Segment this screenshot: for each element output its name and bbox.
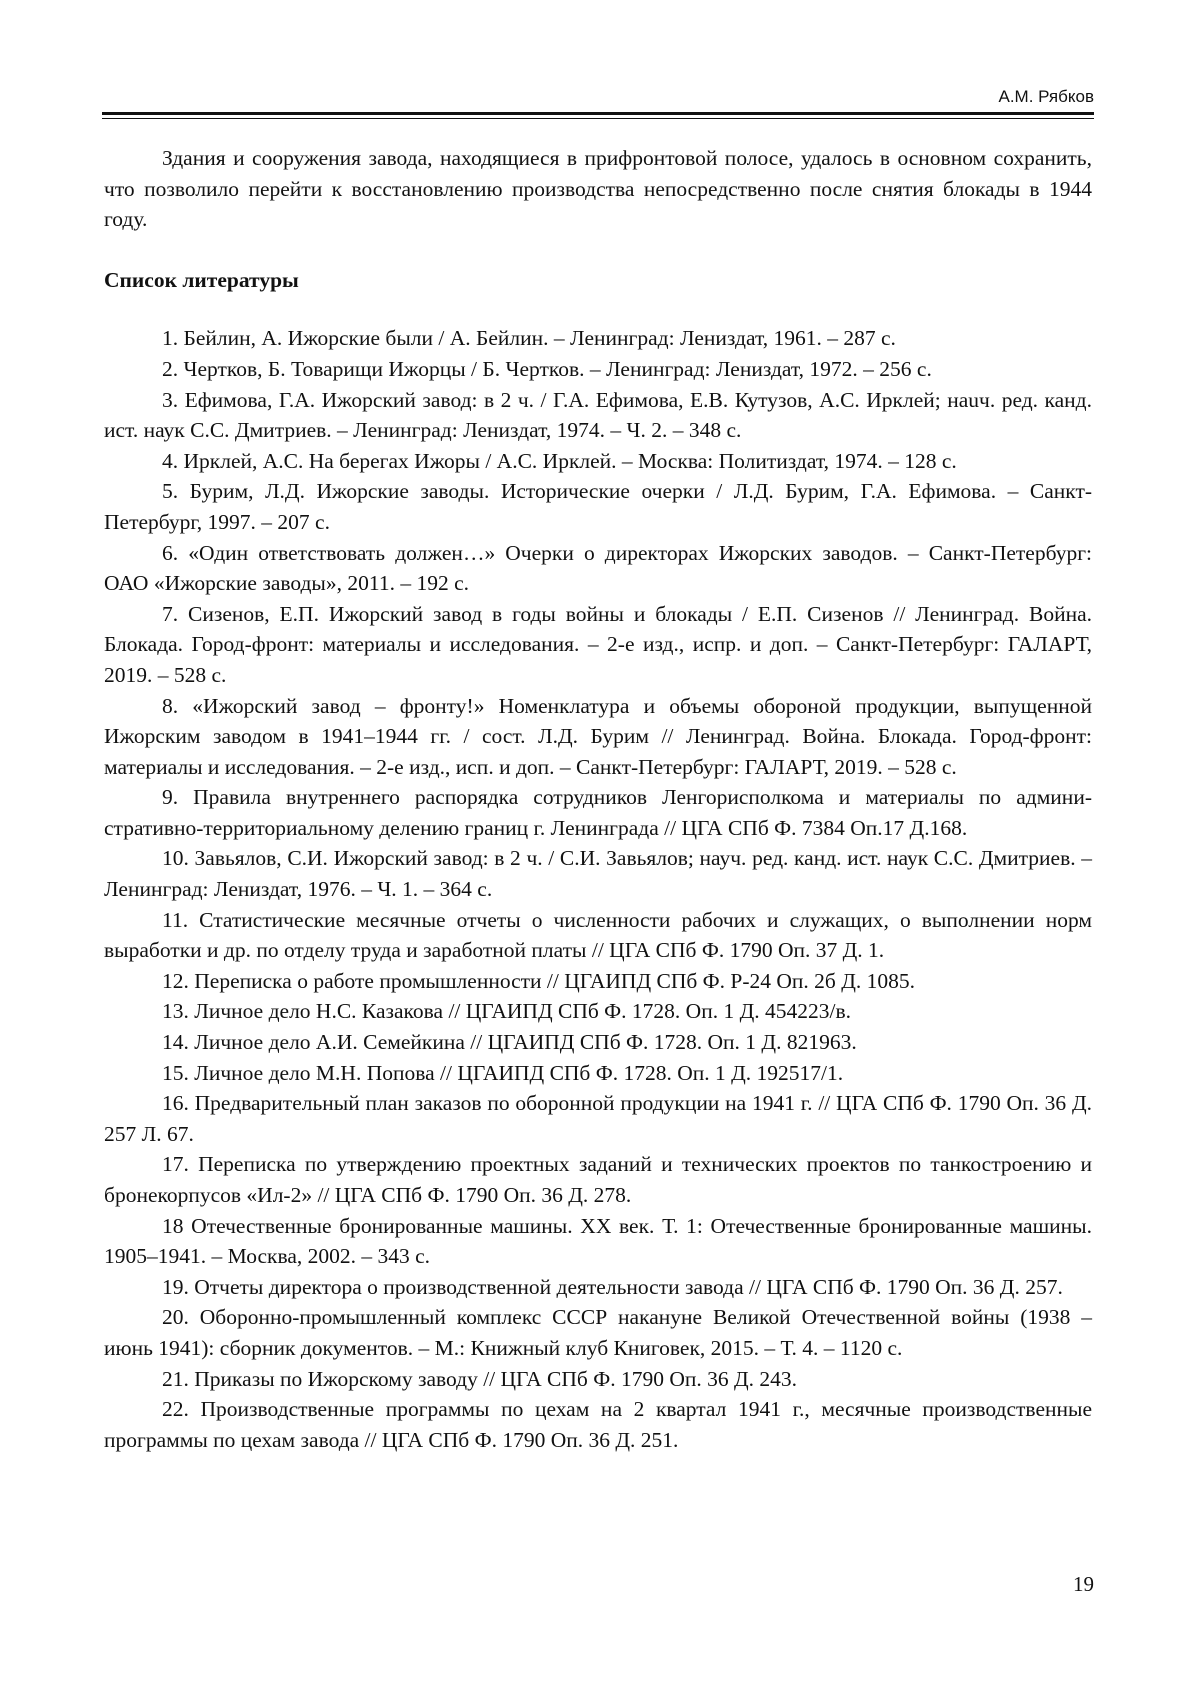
reference-item-18: 18 Отечественные бронированные машины. XX век. Т. 1: Отечественные бронированные машины. 1905–1941. – Москва, 2002. – 343 с. bbox=[104, 1213, 1092, 1269]
page-number: 19 bbox=[1073, 1572, 1094, 1596]
reference-item-9: 9. Правила внутреннего распорядка сотрудников Ленгорисполкома и материалы по административно-территориальному делению границ г. Ленинграда // ЦГА СПб Ф. 7384 Оп.17 Д.168. bbox=[104, 785, 1092, 840]
reference-item-21: 21. Приказы по Ижорскому заводу // ЦГА СПб Ф. 1790 Оп. 36 Д. 243. bbox=[162, 1366, 798, 1391]
running-header-author: А.М. Рябков bbox=[998, 87, 1094, 106]
reference-item-3: 3. Ефимова, Г.А. Ижорский завод: в 2 ч. / Г.А. Ефимова, Е.В. Кутузов, А.С. Ирклей; наuч. ред. канд. ист. наук С.С. Дмитриев. – Ленинград: Лениздат, 1974. – Ч. 2. – 348 с. bbox=[104, 387, 1092, 443]
header-rule-thick bbox=[102, 112, 1094, 115]
reference-item-15: 15. Личное дело М.Н. Попова // ЦГАИПД СПб Ф. 1728. Оп. 1 Д. 192517/1. bbox=[162, 1060, 844, 1085]
reference-item-5: 5. Бурим, Л.Д. Ижорские заводы. Исторические очерки / Л.Д. Бурим, Г.А. Ефимова. – Санкт-Петербург, 1997. – 207 с. bbox=[104, 479, 1092, 534]
reference-item-20: 20. Оборонно-промышленный комплекс СССР накануне Великой Отечественной войны (1938 – июнь 1941): сборник документов. – М.: Книжный клуб Книговек, 2015. – Т. 4. – 1120 с. bbox=[104, 1305, 1092, 1360]
references-list bbox=[104, 323, 1092, 1455]
reference-item-12: 12. Переписка о работе промышленности // ЦГАИПД СПб Ф. Р-24 Оп. 2б Д. 1085. bbox=[162, 968, 916, 993]
reference-item-19: 19. Отчеты директора о производственной деятельности завода // ЦГА СПб Ф. 1790 Оп. 36 Д. 257. bbox=[162, 1274, 1063, 1299]
header-rule-thin bbox=[102, 118, 1094, 119]
reference-item-16: 16. Предварительный план заказов по оборонной продукции на 1941 г. // ЦГА СПб Ф. 1790 Оп. 36 Д. 257 Л. 67. bbox=[104, 1091, 1092, 1146]
reference-item-10: 10. Завьялов, С.И. Ижорский завод: в 2 ч. / С.И. Завьялов; науч. ред. канд. ист. наук С.С. Дмитриев. – Ленинград: Лениздат, 1976. – Ч. 1. – 364 с. bbox=[104, 846, 1092, 902]
intro-paragraph: Здания и сооружения завода, находящиеся в прифронтовой полосе, удалось в основном сохранить, что позволило перейти к восстановлению производства непосредственно после снятия блокады в 1944 году. bbox=[104, 146, 1092, 232]
reference-item-8: 8. «Ижорский завод – фронту!» Номенклатура и объемы обороной продукции, выпущенной Ижорским заводом в 1941–1944 гг. / сост. Л.Д. Бурим // Ленинград. Война. Блокада. Город-фронт: материалы и исследования. – 2-е изд., исп. и доп. – Санкт-Петербург: ГАЛАРТ, 2019. – 528 с. bbox=[104, 693, 1092, 779]
reference-item-14: 14. Личное дело А.И. Семейкина // ЦГАИПД СПб Ф. 1728. Оп. 1 Д. 821963. bbox=[162, 1030, 857, 1055]
reference-item-2: 2. Чертков, Б. Товарищи Ижорцы / Б. Чертков. – Ленинград: Лениздат, 1972. – 256 с. bbox=[162, 356, 932, 381]
reference-item-7: 7. Сизенов, Е.П. Ижорский завод в годы войны и блокады / Е.П. Сизенов // Ленинград. Война. Блокада. Город-фронт: материалы и исследования. – 2-е изд., испр. и доп. – Санкт-Петербург: ГАЛАРТ, 2019. – 528 с. bbox=[104, 601, 1092, 687]
reference-item-11: 11. Статистические месячные отчеты о численности рабочих и служащих, о выполнении норм выработки и др. по отделу труда и заработной платы // ЦГА СПб Ф. 1790 Оп. 37 Д. 1. bbox=[104, 907, 1092, 963]
reference-item-4: 4. Ирклей, А.С. На берегах Ижоры / А.С. Ирклей. – Москва: Политиздат, 1974. – 128 с. bbox=[162, 448, 957, 473]
reference-item-17: 17. Переписка по утверждению проектных заданий и технических проектов по танкостроению и бронекорпусов «Ил-2» // ЦГА СПб Ф. 1790 Оп. 36 Д. 278. bbox=[104, 1152, 1092, 1207]
references-heading: Список литературы bbox=[104, 267, 299, 292]
reference-item-1: 1. Бейлин, А. Ижорские были / А. Бейлин. – Ленинград: Лениздат, 1961. – 287 с. bbox=[162, 326, 896, 351]
page-body bbox=[104, 143, 1092, 1455]
reference-item-6: 6. «Один ответствовать должен…» Очерки о директорах Ижорских заводов. – Санкт-Петербург: ОАО «Ижорские заводы», 2011. – 192 с. bbox=[104, 540, 1092, 596]
reference-item-13: 13. Личное дело Н.С. Казакова // ЦГАИПД СПб Ф. 1728. Оп. 1 Д. 454223/в. bbox=[162, 999, 851, 1024]
reference-item-22: 22. Производственные программы по цехам на 2 квартал 1941 г., месячные производственные программы по цехам завода // ЦГА СПб Ф. 1790 Оп. 36 Д. 251. bbox=[104, 1397, 1092, 1452]
